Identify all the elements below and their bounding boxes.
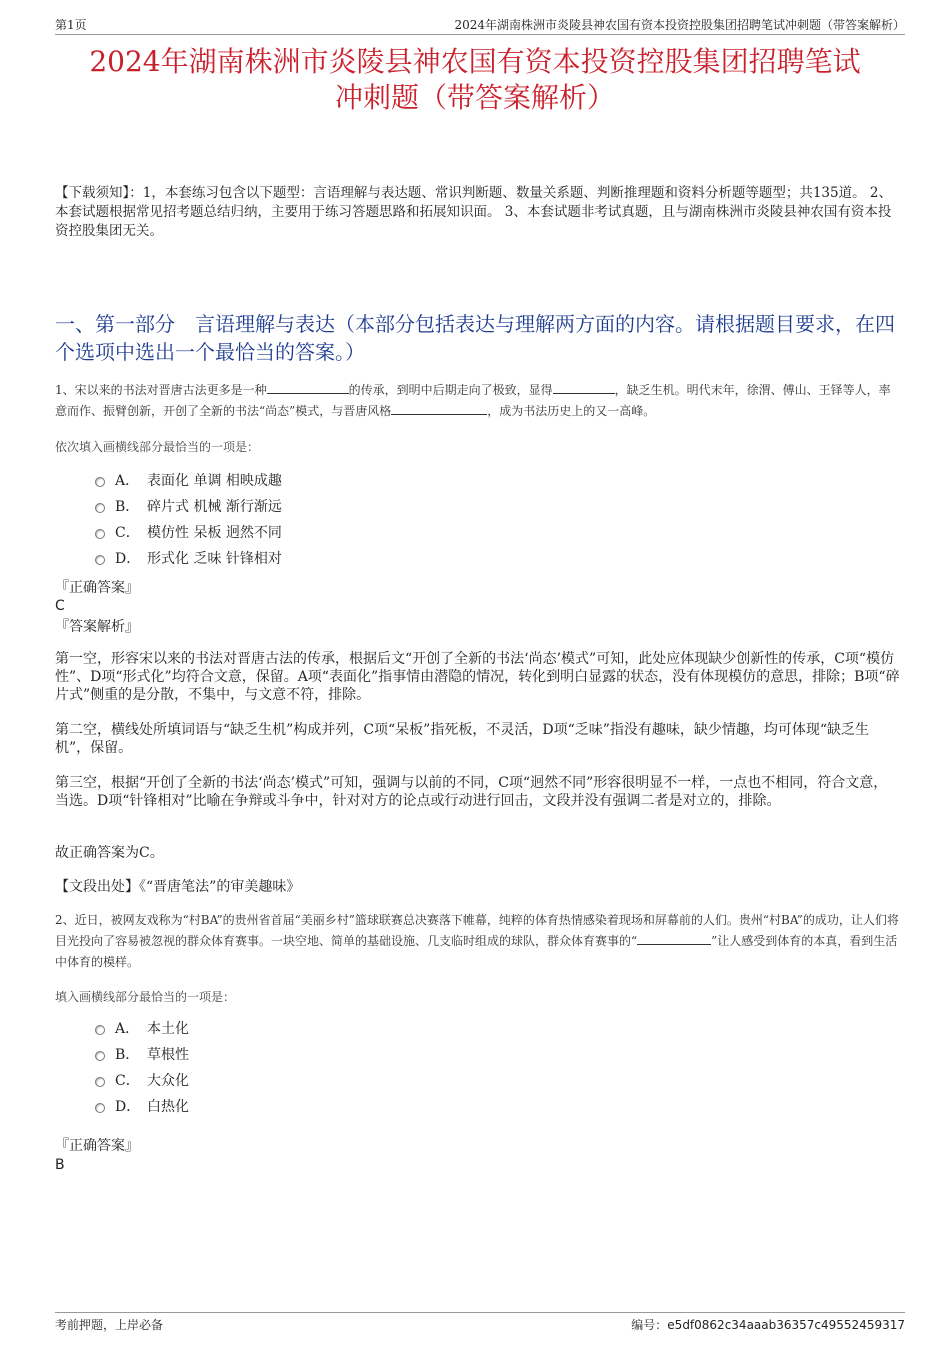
page-number: 第1页 — [55, 18, 87, 32]
radio-icon[interactable] — [95, 555, 105, 565]
q1-analysis-label: 『答案解析』 — [55, 619, 139, 635]
radio-icon[interactable] — [95, 477, 105, 487]
q2-option-c[interactable]: C． 大众化 — [95, 1068, 189, 1094]
q2-answer: B — [55, 1157, 65, 1173]
q1-blank-3 — [391, 401, 487, 415]
title-line-2: 冲刺题（带答案解析） — [334, 81, 615, 114]
footer-code-label: 编号： — [631, 1318, 668, 1332]
q1-option-d[interactable]: D． 形式化 乏味 针锋相对 — [95, 546, 282, 572]
q1-option-a[interactable]: A． 表面化 单调 相映成趣 — [95, 468, 282, 494]
q1-blank-1 — [267, 380, 349, 394]
q1-analysis-para-1: 第一空，形容宋以来的书法对晋唐古法的传承，根据后文“开创了全新的书法‘尚态’模式”可知，此处应体现缺少创新性的传承，C项“模仿性”、D项“形式化”均符合文意，保留。A项“表面化”指事情由潜隐的情况，转化到明白显露的状态，没有体现模仿的意思，排除；B项“碎片式”侧重的是分散，不集中，与文意不符，排除。 — [55, 651, 900, 703]
q2-blank-1 — [637, 931, 711, 945]
q1-option-b[interactable]: B． 碎片式 机械 渐行渐远 — [95, 494, 282, 520]
q2-option-a[interactable]: A． 本土化 — [95, 1016, 189, 1042]
q1-analysis-para-3: 第三空，根据“开创了全新的书法‘尚态’模式”可知，强调与以前的不同，C项“迥然不同”形容很明显不一样，一点也不相同，符合文意，当选。D项“针锋相对”比喻在争辩或斗争中，针对对方的论点或行动进行回击，文段并没有强调二者是对立的，排除。 — [55, 775, 888, 809]
q1-source: 【文段出处】《“晋唐笔法”的审美趣味》 — [55, 879, 301, 895]
footer-code-value: e5df0862c34aaab36357c49552459317 — [667, 1318, 905, 1332]
footer-code — [631, 1316, 905, 1333]
question-1-text — [55, 380, 900, 422]
q2-option-b[interactable]: B． 草根性 — [95, 1042, 189, 1068]
q1-option-c[interactable]: C． 模仿性 呆板 迥然不同 — [95, 520, 282, 546]
header-doc-title: 2024年湖南株洲市炎陵县神农国有资本投资控股集团招聘笔试冲刺题（带答案解析） — [454, 18, 905, 32]
radio-icon[interactable] — [95, 1103, 105, 1113]
q1-options — [95, 468, 282, 572]
q1-analysis-para-2: 第二空，横线处所填词语与“缺乏生机”构成并列，C项“呆板”指死板，不灵活，D项“乏味”指没有趣味，缺少情趣，均可体现“缺乏生机”，保留。 — [55, 722, 870, 756]
q1-text-a: 1、宋以来的书法对晋唐古法更多是一种 — [55, 383, 267, 397]
title-line-1: 2024年湖南株洲市炎陵县神农国有资本投资控股集团招聘笔试 — [89, 45, 861, 78]
q2-option-d[interactable]: D． 白热化 — [95, 1094, 189, 1120]
page-footer — [55, 1312, 905, 1333]
radio-icon[interactable] — [95, 1051, 105, 1061]
q2-prompt: 填入画横线部分最恰当的一项是： — [55, 990, 236, 1004]
q1-text-d: ，成为书法历史上的又一高峰。 — [487, 404, 656, 418]
download-notice: 【下载须知】：1，本套练习包含以下题型：言语理解与表达题、常识判断题、数量关系题、判断推理题和资料分析题等题型；共135道。 2、本套试题根据常见招考题总结归纳，主要用于练习答题思路和拓展知识面。 3、本套试题非考试真题，且与湖南株洲市炎陵县神农国有资本投资控股集团无关。 — [55, 185, 892, 239]
radio-icon[interactable] — [95, 1077, 105, 1087]
radio-icon[interactable] — [95, 529, 105, 539]
q2-options — [95, 1016, 189, 1120]
q1-answer-label: 『正确答案』 — [55, 580, 139, 596]
q2-text-b: ”让人感受到体育的本真，看到生活中体育的模样。 — [55, 934, 898, 969]
radio-icon[interactable] — [95, 503, 105, 513]
question-2-text — [55, 910, 900, 973]
section-heading: 一、第一部分 言语理解与表达（本部分包括表达与理解两方面的内容。请根据题目要求，在四个选项中选出一个最恰当的答案。） — [55, 312, 895, 364]
q2-answer-label: 『正确答案』 — [55, 1138, 139, 1154]
page-header — [55, 14, 905, 35]
document-title — [40, 44, 910, 116]
q2-text-a: 2、近日，被网友戏称为“村BA”的贵州省首届“美丽乡村”篮球联赛总决赛落下帷幕，纯粹的体育热情感染着现场和屏幕前的人们。贵州“村BA”的成功，让人们将目光投向了容易被忽视的群众体育赛事。一块空地、简单的基础设施、几支临时组成的球队，群众体育赛事的“ — [55, 913, 899, 948]
radio-icon[interactable] — [95, 1025, 105, 1035]
footer-slogan: 考前押题，上岸必备 — [55, 1318, 164, 1332]
q1-conclusion: 故正确答案为C。 — [55, 845, 164, 861]
q1-prompt: 依次填入画横线部分最恰当的一项是： — [55, 440, 260, 454]
q1-text-c: ，缺乏生机。明代末年，徐渭、傅山、王铎等人，率意而作、振臂创新，开创了全新的书法“尚态”模式，与晋唐风格 — [55, 383, 891, 418]
q1-text-b: 的传承，到明中后期走向了极致，显得 — [348, 383, 553, 397]
q1-blank-2 — [553, 380, 615, 394]
q1-answer: C — [55, 598, 65, 614]
